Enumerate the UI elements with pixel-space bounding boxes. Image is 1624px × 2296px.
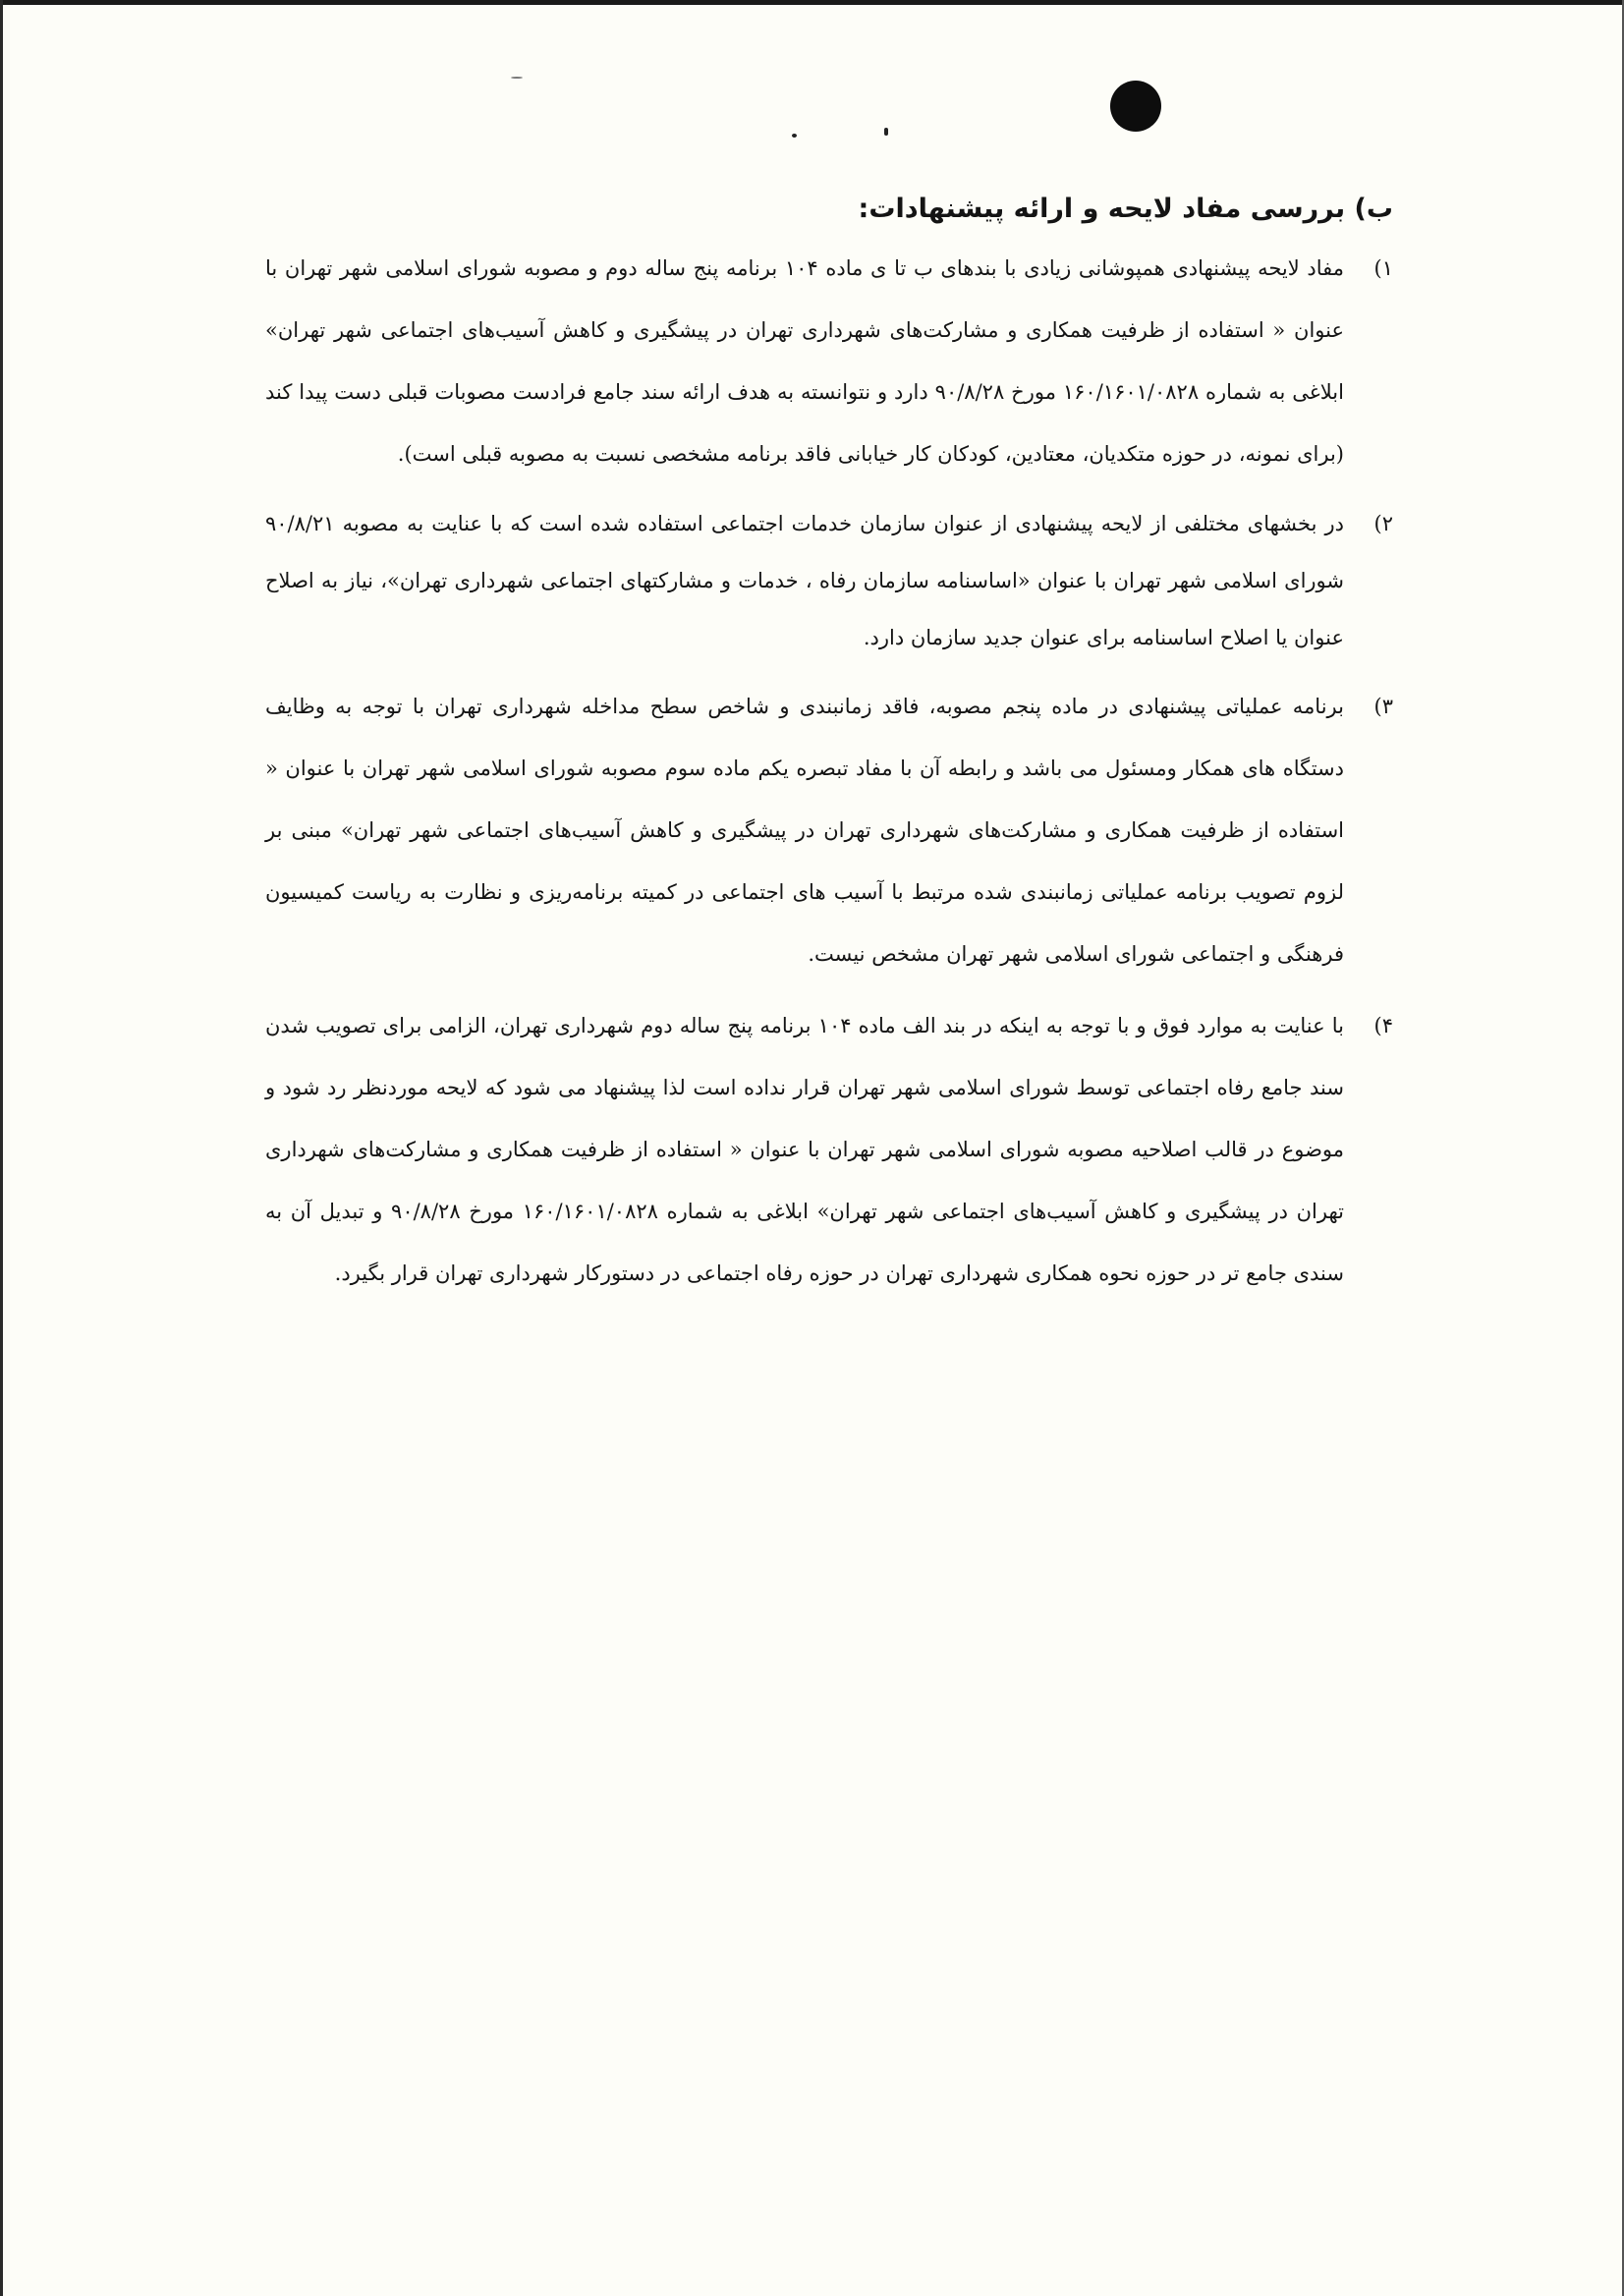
section-title: ب) بررسی مفاد لایحه و ارائه پیشنهادات:	[858, 194, 1393, 224]
punch-hole-mark	[1110, 81, 1161, 132]
item-text: مفاد لایحه پیشنهادی همپوشانی زیادی با بندهای ب تا ی ماده ۱۰۴ برنامه پنج ساله دوم و مصوبه شورای اسلامی شهر تهران با عنوان « استفاده از ظرفیت همکاری و مشارکت‌های شهرداری تهران در پیشگیری و کاهش آسیب‌های اجتماعی شهر تهران» ابلاغی به شماره ۱۶۰/۱۶۰۱/۰۸۲۸ مورخ ۹۰/۸/۲۸ دارد و نتوانسته به هدف ارائه سند جامع فرادست مصوبات قبلی دست پیدا کند (برای نمونه، در حوزه متکدیان، معتادین، کودکان کار خیابانی فاقد برنامه مشخصی نسبت به مصوبه قبلی است).	[265, 256, 1344, 466]
document-page	[265, 187, 1393, 1315]
list-item-4	[265, 995, 1393, 1305]
item-text: با عنایت به موارد فوق و با توجه به اینکه در بند الف ماده ۱۰۴ برنامه پنج ساله دوم شهرداری تهران، الزامی برای تصویب شدن سند جامع رفاه اجتماعی توسط شورای اسلامی شهر تهران قرار نداده است لذا پیشنهاد می شود که لایحه موردنظر رد شود و موضوع در قالب اصلاحیه مصوبه شورای اسلامی شهر تهران با عنوان « استفاده از ظرفیت همکاری و مشارکت‌های شهرداری تهران در پیشگیری و کاهش آسیب‌های اجتماعی شهر تهران» ابلاغی به شماره ۱۶۰/۱۶۰۱/۰۸۲۸ مورخ ۹۰/۸/۲۸ و تبدیل آن به سندی جامع تر در حوزه نحوه همکاری شهرداری تهران در حوزه رفاه اجتماعی در دستورکار شهرداری تهران قرار بگیرد.	[265, 1014, 1344, 1285]
list-item-2	[265, 495, 1393, 666]
list-item-1	[265, 238, 1393, 485]
item-number: ۳)	[1373, 695, 1393, 718]
scan-border-top	[0, 0, 1624, 5]
item-text: در بخشهای مختلفی از لایحه پیشنهادی از عنوان سازمان خدمات اجتماعی استفاده شده است که با عنایت به مصوبه ۹۰/۸/۲۱ شورای اسلامی شهر تهران با عنوان «اساسنامه سازمان رفاه ، خدمات و مشارکتهای اجتماعی شهرداری تهران»، نیاز به اصلاح عنوان یا اصلاح اساسنامه برای عنوان جدید سازمان دارد.	[265, 512, 1345, 649]
scan-speck	[511, 77, 523, 79]
item-number: ۲)	[1373, 512, 1393, 535]
scan-speck	[884, 128, 888, 136]
scan-border-left	[0, 0, 3, 2296]
list-item-3	[265, 676, 1393, 985]
scan-speck	[792, 134, 797, 138]
item-number: ۴)	[1373, 1014, 1393, 1037]
item-number: ۱)	[1373, 256, 1393, 280]
item-text: برنامه عملیاتی پیشنهادی در ماده پنجم مصوبه، فاقد زمانبندی و شاخص سطح مداخله شهرداری تهران با توجه به وظایف دستگاه های همکار ومسئول می باشد و رابطه آن با مفاد تبصره یکم ماده سوم مصوبه شورای اسلامی شهر تهران با عنوان « استفاده از ظرفیت همکاری و مشارکت‌های شهرداری تهران در پیشگیری و کاهش آسیب‌های اجتماعی شهر تهران» مبنی بر لزوم تصویب برنامه عملیاتی زمانبندی شده مرتبط با آسیب های اجتماعی در کمیته برنامه‌ریزی و نظارت به ریاست کمیسیون فرهنگی و اجتماعی شورای اسلامی شهر تهران مشخص نیست.	[265, 695, 1344, 966]
